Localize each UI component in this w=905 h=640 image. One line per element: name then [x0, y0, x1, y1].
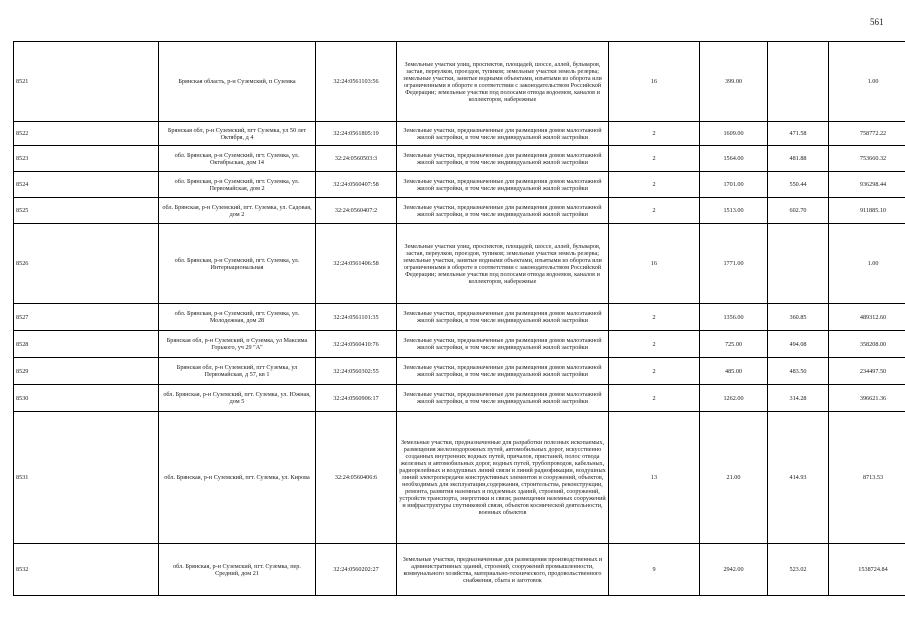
use-group-cell: 16 [609, 224, 700, 304]
use-group-cell: 9 [609, 544, 700, 596]
specific-value-cell: 414.93 [768, 412, 829, 544]
address-cell: Брянская область, р-н Суземский, п Суземка [159, 42, 316, 122]
cadastral-number-cell: 32:24:0561805:19 [316, 122, 397, 146]
row-number: 8529 [14, 358, 159, 385]
cadastral-number-cell: 32:24:0560302:55 [316, 358, 397, 385]
cadastral-number-cell: 32:24:0560906:17 [316, 385, 397, 412]
area-cell: 1771.00 [700, 224, 768, 304]
cadastral-number-cell: 32:24:0560407:2 [316, 198, 397, 224]
address-cell: обл. Брянская, р-н Суземский, пгт. Суземка, ул. Первомайская, дом 2 [159, 172, 316, 198]
use-group-cell: 2 [609, 198, 700, 224]
cadastral-number-cell: 32:24:0561101:35 [316, 304, 397, 331]
use-group-cell: 2 [609, 122, 700, 146]
address-cell: Брянская обл, р-н Суземский, пгт Суземка, ул 50 лет Октября, д 4 [159, 122, 316, 146]
row-number: 8532 [14, 544, 159, 596]
cadastral-value-cell: 758772.22 [829, 122, 905, 146]
row-number: 8521 [14, 42, 159, 122]
table-row [14, 412, 905, 544]
specific-value-cell: 360.85 [768, 304, 829, 331]
table-row [14, 198, 905, 224]
cadastral-value-cell: 936298.44 [829, 172, 905, 198]
use-group-cell: 16 [609, 42, 700, 122]
use-group-cell: 2 [609, 172, 700, 198]
cadastral-value-cell: 489312.60 [829, 304, 905, 331]
cadastral-number-cell: 32:24:0560503:3 [316, 146, 397, 172]
cadastral-value-cell: 234497.50 [829, 358, 905, 385]
cadastral-number-cell: 32:24:0560410:76 [316, 331, 397, 358]
cadastral-number-cell: 32:24:0560407:58 [316, 172, 397, 198]
area-cell: 2942.00 [700, 544, 768, 596]
address-cell: обл. Брянская, р-н Суземский, пгт. Суземка, ул. Интернациональная [159, 224, 316, 304]
cadastral-value-cell: 358208.00 [829, 331, 905, 358]
address-cell: обл. Брянская, р-н Суземский, пгт. Суземка, пер. Средний, дом 21 [159, 544, 316, 596]
row-number: 8527 [14, 304, 159, 331]
row-number: 8531 [14, 412, 159, 544]
permitted-use-cell: Земельные участки, предназначенные для размещения домов малоэтажной жилой застройки, в том числе индивидуальной жилой застройки [397, 331, 609, 358]
cadastral-value-cell: 753660.32 [829, 146, 905, 172]
table-row [14, 224, 905, 304]
cadastral-number-cell: 32:24:0560406:6 [316, 412, 397, 544]
permitted-use-cell: Земельные участки, предназначенные для разработки полезных ископаемых, размещения железнодорожных путей, автомобильных дорог, искусственно созданных внутренних водных путей, причалов, пристаней, полос отвода железных и автомобильных дорог, водных путей, трубопроводов, кабельных, радиорелейных и воздушных линий связи и линий радиофикации, воздушных линий электропередачи конструктивных элементов и сооружений, объектов, необходимых для эксплуатации,содержания, строительства, реконструкции, ремонта, развития наземных и подземных зданий, строений, сооружений, устройств транспорта, энергетики и связи; размещения наземных сооружений и инфраструктуры спутниковой связи, объектов космической деятельности, военных объектов [397, 412, 609, 544]
table-row [14, 358, 905, 385]
address-cell: обл. Брянская, р-н Суземский, пгт. Суземка, ул. Садовая, дом 2 [159, 198, 316, 224]
table-row [14, 304, 905, 331]
permitted-use-cell: Земельные участки, предназначенные для размещения домов малоэтажной жилой застройки, в том числе индивидуальной жилой застройки [397, 385, 609, 412]
address-cell: обл. Брянская, р-н Суземский, пгт. Суземка, ул. Южная, дом 5 [159, 385, 316, 412]
row-number: 8522 [14, 122, 159, 146]
area-cell: 399.00 [700, 42, 768, 122]
area-cell: 21.00 [700, 412, 768, 544]
area-cell: 725.00 [700, 331, 768, 358]
specific-value-cell: 602.70 [768, 198, 829, 224]
use-group-cell: 2 [609, 304, 700, 331]
row-number: 8525 [14, 198, 159, 224]
table-row [14, 331, 905, 358]
address-cell: обл. Брянская, р-н Суземский, пгт. Суземка, ул. Кирова [159, 412, 316, 544]
cadastral-value-cell: 396621.36 [829, 385, 905, 412]
area-cell: 1701.00 [700, 172, 768, 198]
address-cell: обл. Брянская, р-н Суземский, пгт. Суземка, ул. Октябрьская, дом 14 [159, 146, 316, 172]
address-cell: обл. Брянская, р-н Суземский, пгт. Суземка, ул. Молодежная, дом 28 [159, 304, 316, 331]
address-cell: Брянская обл, р-н Суземский, п Суземка, ул Максима Горького, уч 29 "А" [159, 331, 316, 358]
permitted-use-cell: Земельные участки, предназначенные для размещения производственных и административных зданий, строений, сооружений промышленности, коммунального хозяйства, материально-технического, продовольственного снабжения, сбыта и заготовок [397, 544, 609, 596]
table-body [14, 42, 905, 596]
specific-value-cell [768, 224, 829, 304]
table-row [14, 544, 905, 596]
table-row [14, 122, 905, 146]
use-group-cell: 13 [609, 412, 700, 544]
row-number: 8523 [14, 146, 159, 172]
use-group-cell: 2 [609, 385, 700, 412]
permitted-use-cell: Земельные участки улиц, проспектов, площадей, шоссе, аллей, бульваров, застав, переулков, проездов, тупиков; земельные участки земель резерва; земельные участки, занятые водными объектами, изъятыми из оборота или ограниченными в обороте в соответствии с законодательством Российской Федерации; земельные участки под полосами отвода водоемов, каналов и коллекторов, набережные [397, 42, 609, 122]
area-cell: 485.00 [700, 358, 768, 385]
cadastral-number-cell: 32:24:0560202:27 [316, 544, 397, 596]
area-cell: 1513.00 [700, 198, 768, 224]
row-number: 8524 [14, 172, 159, 198]
use-group-cell: 2 [609, 358, 700, 385]
specific-value-cell: 483.50 [768, 358, 829, 385]
table-row [14, 172, 905, 198]
permitted-use-cell: Земельные участки, предназначенные для размещения домов малоэтажной жилой застройки, в том числе индивидуальной жилой застройки [397, 146, 609, 172]
cadastral-value-cell: 911885.10 [829, 198, 905, 224]
permitted-use-cell: Земельные участки улиц, проспектов, площадей, шоссе, аллей, бульваров, застав, переулков, проездов, тупиков; земельные участки земель резерва; земельные участки, занятые водными объектами, изъятыми из оборота или ограниченными в обороте в соответствии с законодательством Российской Федерации; земельные участки под полосами отвода водоемов, каналов и коллекторов, набережные [397, 224, 609, 304]
table-row [14, 42, 905, 122]
area-cell: 1356.00 [700, 304, 768, 331]
permitted-use-cell: Земельные участки, предназначенные для размещения домов малоэтажной жилой застройки, в том числе индивидуальной жилой застройки [397, 122, 609, 146]
cadastral-value-cell: 1538724.84 [829, 544, 905, 596]
specific-value-cell: 494.08 [768, 331, 829, 358]
cadastral-number-cell: 32:24:0561103:56 [316, 42, 397, 122]
area-cell: 1564.00 [700, 146, 768, 172]
table-row [14, 385, 905, 412]
specific-value-cell: 314.28 [768, 385, 829, 412]
area-cell: 1609.00 [700, 122, 768, 146]
permitted-use-cell: Земельные участки, предназначенные для размещения домов малоэтажной жилой застройки, в том числе индивидуальной жилой застройки [397, 304, 609, 331]
use-group-cell: 2 [609, 331, 700, 358]
row-number: 8526 [14, 224, 159, 304]
specific-value-cell [768, 42, 829, 122]
use-group-cell: 2 [609, 146, 700, 172]
table-row [14, 146, 905, 172]
specific-value-cell: 471.58 [768, 122, 829, 146]
specific-value-cell: 550.44 [768, 172, 829, 198]
specific-value-cell: 523.02 [768, 544, 829, 596]
permitted-use-cell: Земельные участки, предназначенные для размещения домов малоэтажной жилой застройки, в том числе индивидуальной жилой застройки [397, 358, 609, 385]
row-number: 8528 [14, 331, 159, 358]
permitted-use-cell: Земельные участки, предназначенные для размещения домов малоэтажной жилой застройки, в том числе индивидуальной жилой застройки [397, 198, 609, 224]
cadastral-value-cell: 1.00 [829, 42, 905, 122]
cadastral-number-cell: 32:24:0561406:58 [316, 224, 397, 304]
permitted-use-cell: Земельные участки, предназначенные для размещения домов малоэтажной жилой застройки, в том числе индивидуальной жилой застройки [397, 172, 609, 198]
cadastral-value-cell: 1.00 [829, 224, 905, 304]
page-number: 561 [870, 17, 884, 27]
area-cell: 1262.00 [700, 385, 768, 412]
cadastral-value-cell: 8713.53 [829, 412, 905, 544]
address-cell: Брянская обл, р-н Суземский, пгт Суземка, ул Первомайская, д 57, кв 1 [159, 358, 316, 385]
specific-value-cell: 481.88 [768, 146, 829, 172]
cadastral-value-table [13, 41, 905, 596]
row-number: 8530 [14, 385, 159, 412]
